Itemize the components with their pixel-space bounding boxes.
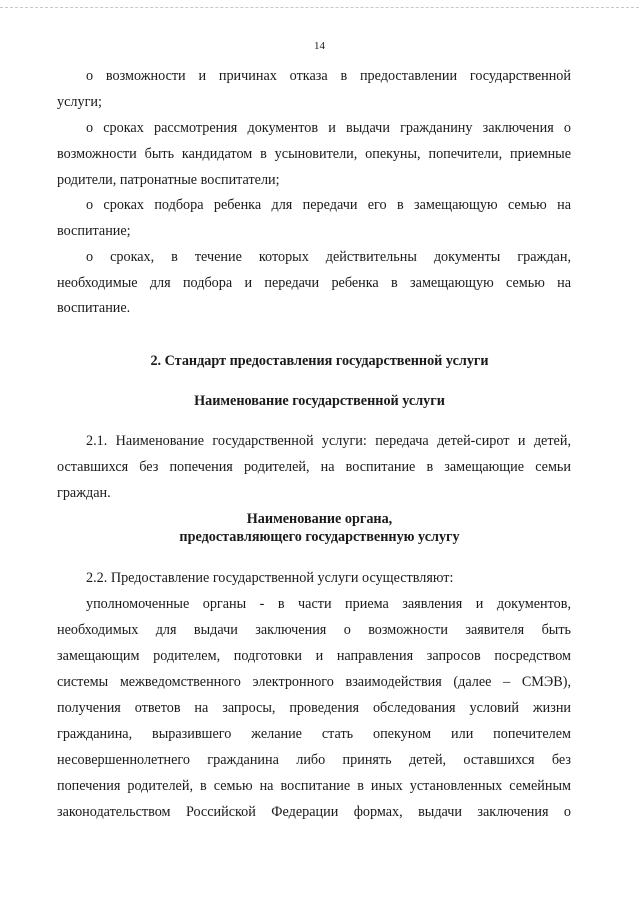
paragraph-line: воспитание. — [57, 300, 131, 316]
subsection-heading-line: Наименование органа, — [246, 511, 393, 527]
paragraph-line: граждан. — [57, 485, 111, 501]
paragraph-line: уполномоченные органы - в части приема заявления и документов, — [86, 596, 571, 612]
paragraph-line: 2.2. Предоставление государственной услуги осуществляют: — [86, 570, 454, 586]
section-title: 2. Стандарт предоставления государственной услуги — [150, 353, 489, 369]
page-number: 14 — [314, 40, 325, 52]
paragraph-line: необходимые для подбора и передачи ребенка в замещающую семью на — [57, 275, 571, 291]
paragraph-line: замещающим родителем, подготовки и направления запросов посредством — [57, 648, 571, 664]
paragraph-line: о сроках, в течение которых действительны документы граждан, — [86, 249, 571, 265]
paragraph-line: системы межведомственного электронного взаимодействия (далее – СМЭВ), — [57, 674, 571, 690]
paragraph-line: 2.1. Наименование государственной услуги: передача детей-сирот и детей, — [86, 433, 571, 449]
paragraph-line: получения ответов на запросы, проведения обследования условий жизни — [57, 700, 571, 716]
paragraph-line: родители, патронатные воспитатели; — [57, 172, 280, 188]
scan-top-border — [0, 7, 639, 8]
paragraph-line: попечения родителей, в семью на воспитание в иных установленных семейным — [57, 778, 571, 794]
paragraph-line: услуги; — [57, 94, 102, 110]
paragraph-line: оставшихся без попечения родителей, на воспитание в замещающие семьи — [57, 459, 571, 475]
paragraph-line: воспитание; — [57, 223, 131, 239]
paragraph-line: возможности быть кандидатом в усыновители, опекуны, попечители, приемные — [57, 146, 571, 162]
paragraph-line: о возможности и причинах отказа в предоставлении государственной — [86, 68, 571, 84]
paragraph-line: несовершеннолетнего гражданина либо принять детей, оставшихся без — [57, 752, 571, 768]
paragraph-line: о сроках рассмотрения документов и выдачи гражданину заключения о — [86, 120, 571, 136]
paragraph-line: о сроках подбора ребенка для передачи его в замещающую семью на — [86, 197, 571, 213]
paragraph-line: гражданина, выразившего желание стать опекуном или попечителем — [57, 726, 571, 742]
subsection-heading: Наименование государственной услуги — [194, 393, 445, 409]
paragraph-line: законодательством Российской Федерации формах, выдачи заключения о — [57, 804, 571, 820]
subsection-heading-line: предоставляющего государственную услугу — [179, 529, 460, 545]
paragraph-line: необходимых для выдачи заключения о возможности заявителя быть — [57, 622, 571, 638]
